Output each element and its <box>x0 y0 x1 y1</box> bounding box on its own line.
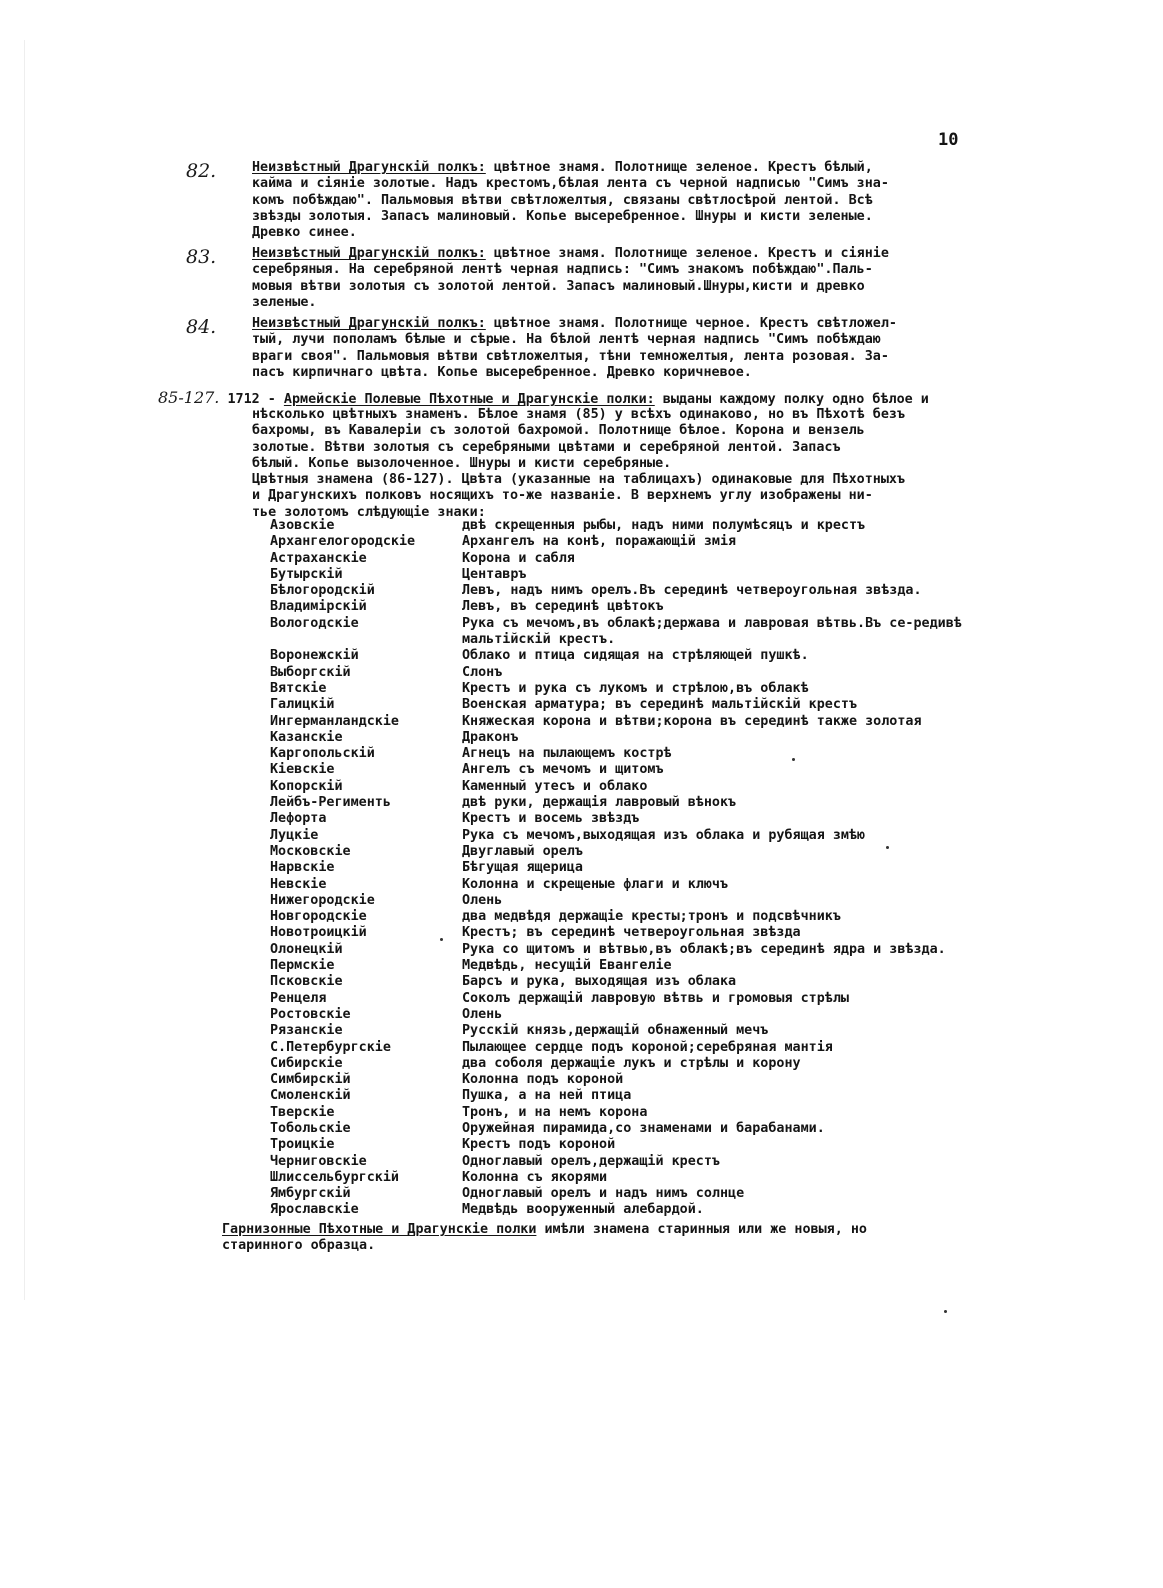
section-line: тье золотомъ слѣдующіе знаки: <box>252 504 486 520</box>
regiment-name: Лефорта <box>270 811 327 827</box>
regiment-row <box>270 762 1030 778</box>
regiment-name: Лейбъ-Регименть <box>270 795 391 811</box>
regiment-row <box>270 746 1030 762</box>
entry-line: цвѣтное знамя. Полотнище зеленое. Крестъ бѣлый, <box>485 160 873 175</box>
regiment-emblem: Левъ, надъ нимъ орелъ.Въ серединѣ четвероугольная звѣзда. <box>462 583 922 599</box>
regiment-emblem: Агнецъ на пылающемъ кострѣ <box>462 746 672 762</box>
regiment-row <box>270 860 1030 876</box>
regiment-emblem: Олень <box>462 1006 503 1022</box>
regiment-emblem: Русскій князь,держащій обнаженный мечъ <box>462 1023 769 1039</box>
regiment-name: Тверскіе <box>270 1104 335 1120</box>
regiment-row <box>270 1121 1030 1137</box>
regiment-name: Кіевскіе <box>270 762 335 778</box>
regiment-emblem: два соболя держащіе лукъ и стрѣлы и корону <box>462 1055 801 1071</box>
regiment-name: Черниговскіе <box>270 1153 367 1169</box>
entry-line: звѣзды золотыя. Запасъ малиновый. Копье высеребренное. Шнуры и кисти зеленые. <box>252 208 873 224</box>
regiment-emblem: Медвѣдь вооруженный алебардой. <box>462 1202 704 1218</box>
regiment-name: Троицкіе <box>270 1137 335 1153</box>
regiment-row <box>270 714 1030 730</box>
regiment-row <box>270 1040 1030 1056</box>
regiment-emblem: Колонна и скрещеные флаги и ключъ <box>462 876 729 892</box>
regiment-row <box>270 567 1030 583</box>
regiment-name: Каргопольскій <box>270 746 375 762</box>
regiment-row <box>270 599 1030 615</box>
regiment-emblem: Колонна съ якорями <box>462 1169 608 1185</box>
regiment-row <box>270 534 1030 550</box>
regiment-emblem: Драконъ <box>462 729 519 745</box>
regiment-row <box>270 1137 1030 1153</box>
regiment-row <box>270 1088 1030 1104</box>
regiment-emblem: Олень <box>462 892 503 908</box>
footer-paragraph <box>222 1222 1022 1255</box>
regiment-row <box>270 1186 1030 1202</box>
regiment-name: Вологодскіе <box>270 615 359 631</box>
regiment-emblem: Военская арматура; въ серединѣ мальтійскій крестъ <box>462 697 858 713</box>
regiment-name: Нарвскіе <box>270 860 335 876</box>
regiment-name: Бутырскій <box>270 566 343 582</box>
entry-line: кайма и сіяніе золотые. Надъ крестомъ,бѣлая лента съ черной надписью "Симъ зна- <box>252 176 889 192</box>
regiment-name: Ярославскіе <box>270 1202 359 1218</box>
section-line: нѣсколько цвѣтныхъ знаменъ. Бѣлое знамя (85) у всѣхъ одинаково, но въ Пѣхотѣ безъ <box>252 407 906 422</box>
regiment-row <box>270 1202 1030 1218</box>
section-head-rest: выданы каждому полку одно бѣлое и <box>654 392 929 407</box>
regiment-name: Ямбургскій <box>270 1186 351 1202</box>
regiment-name: Невскіе <box>270 876 327 892</box>
regiment-name: Тобольскіе <box>270 1120 351 1136</box>
regiment-name: Копорскій <box>270 778 343 794</box>
footer-line: старинного образца. <box>222 1238 376 1254</box>
regiment-emblem: Каменный утесъ и облако <box>462 778 648 794</box>
entry-84 <box>252 316 1032 381</box>
regiment-row <box>270 877 1030 893</box>
entry-line: цвѣтное знамя. Полотнище зеленое. Крестъ и сіяніе <box>485 246 889 261</box>
entry-82 <box>252 160 1032 241</box>
regiment-row <box>270 616 1030 649</box>
regiment-list <box>270 518 1030 1219</box>
entry-title: Неизвѣстный Драгунскій полкъ: <box>252 246 486 261</box>
regiment-name: Архангелогородскіе <box>270 534 416 550</box>
scan-edge-line <box>24 40 25 1300</box>
regiment-emblem: Ангелъ съ мечомъ и щитомъ <box>462 762 664 778</box>
regiment-emblem: Пушка, а на ней птица <box>462 1088 632 1104</box>
regiment-emblem: Барсъ и рука, выходящая изъ облака <box>462 974 737 990</box>
regiment-emblem: Крестъ; въ серединѣ четвероугольная звѣзда <box>462 925 801 941</box>
regiment-row <box>270 828 1030 844</box>
regiment-row <box>270 811 1030 827</box>
regiment-row <box>270 942 1030 958</box>
entry-number: 82. <box>186 160 217 182</box>
regiment-emblem: Корона и сабля <box>462 550 575 566</box>
entry-title: Неизвѣстный Драгунскій полкъ: <box>252 160 486 175</box>
scan-speck <box>886 846 889 849</box>
regiment-name: Азовскіе <box>270 518 335 533</box>
regiment-name: Луцкіе <box>270 827 319 843</box>
regiment-name: Выборгскій <box>270 664 351 680</box>
regiment-name: Вятскіе <box>270 680 327 696</box>
regiment-name: Казанскіе <box>270 729 343 745</box>
regiment-name: Московскіе <box>270 843 351 859</box>
regiment-emblem: двѣ скрещенныя рыбы, надъ ними полумѣсяцъ и крестъ <box>462 518 866 533</box>
regiment-emblem: Рука со щитомъ и вѣтвью,въ облакѣ;въ серединѣ ядра и звѣзда. <box>462 941 946 957</box>
regiment-name: Смоленскій <box>270 1088 351 1104</box>
regiment-row <box>270 648 1030 664</box>
entry-number: 83. <box>186 246 217 268</box>
regiment-name: Воронежскій <box>270 648 359 664</box>
entry-line: Древко синее. <box>252 225 357 241</box>
entry-line: цвѣтное знамя. Полотнище черное. Крестъ свѣтложел- <box>485 316 897 331</box>
regiment-name: Рязанскіе <box>270 1023 343 1039</box>
regiment-row <box>270 665 1030 681</box>
regiment-emblem: Рука съ мечомъ,выходящая изъ облака и рубящая змѣю <box>462 827 866 843</box>
regiment-name: Симбирскій <box>270 1072 351 1088</box>
section-line: бѣлый. Копье вызолоченное. Шнуры и кисти серебряные. <box>252 455 672 471</box>
scan-speck <box>944 1310 947 1313</box>
footer-rest: имѣли знамена старинныя или же новыя, но <box>536 1222 867 1237</box>
entry-line: серебряныя. На серебряной лентѣ черная надпись: "Симъ знакомъ побѣждаю".Паль- <box>252 262 873 278</box>
regiment-row <box>270 1154 1030 1170</box>
regiment-row <box>270 1105 1030 1121</box>
regiment-row <box>270 795 1030 811</box>
regiment-row <box>270 974 1030 990</box>
section-line: бахромы, въ Кавалеріи съ золотой бахромой. Полотнище бѣлое. Корона и вензель <box>252 423 865 439</box>
regiment-row <box>270 779 1030 795</box>
section-line: золотые. Вѣтви золотыя съ серебряными цвѣтами и серебряной лентой. Запасъ <box>252 439 841 455</box>
regiment-row <box>270 681 1030 697</box>
regiment-emblem: двѣ руки, держащія лавровый вѣнокъ <box>462 795 737 811</box>
entry-line: комъ побѣждаю". Пальмовыя вѣтви свѣтложелтыя, связаны свѣтлосѣрой лентой. Всѣ <box>252 192 873 208</box>
regiment-emblem: Медвѣдь, несущій Евангеліе <box>462 958 672 974</box>
regiment-emblem: Слонъ <box>462 664 503 680</box>
regiment-emblem: Рука съ мечомъ,въ облакѣ;держава и лавровая вѣтвь.Въ се-редивѣ мальтійскій крестъ. <box>462 615 962 648</box>
section-line: Цвѣтныя знамена (86-127). Цвѣта (указанные на таблицахъ) одинаковые для Пѣхотныхъ <box>252 472 906 488</box>
regiment-emblem: Двуглавый орелъ <box>462 843 583 859</box>
regiment-row <box>270 551 1030 567</box>
entry-line: тый, лучи пополамъ бѣлые и сѣрые. На бѣлой лентѣ черная надпись "Симъ побѣждаю <box>252 332 881 348</box>
regiment-row <box>270 730 1030 746</box>
regiment-emblem: Бѣгущая ящерица <box>462 860 583 876</box>
section-heading <box>158 390 1028 408</box>
entry-line: враги своя". Пальмовыя вѣтви свѣтложелтыя, тѣни темножелтыя, лента розовая. За- <box>252 348 889 364</box>
regiment-name: Бѣлогородскій <box>270 583 375 599</box>
regiment-row <box>270 583 1030 599</box>
regiment-name: Сибирскіе <box>270 1055 343 1071</box>
entry-title: Неизвѣстный Драгунскій полкъ: <box>252 316 486 331</box>
scan-speck <box>792 758 795 761</box>
regiment-row <box>270 893 1030 909</box>
regiment-emblem: Колонна подъ короной <box>462 1072 624 1088</box>
regiment-row <box>270 518 1030 534</box>
section-title: Армейскіе Полевые Пѣхотные и Драгунскіе полки: <box>283 392 655 407</box>
regiment-row <box>270 958 1030 974</box>
regiment-emblem: Центавръ <box>462 566 527 582</box>
regiment-emblem: Крестъ подъ короной <box>462 1137 616 1153</box>
regiment-emblem: Архангелъ на конѣ, поражающій змія <box>462 534 737 550</box>
entry-number: 84. <box>186 316 217 338</box>
regiment-name: С.Петербургскіе <box>270 1039 391 1055</box>
regiment-name: Псковскіе <box>270 974 343 990</box>
regiment-name: Ренцеля <box>270 990 327 1006</box>
regiment-row <box>270 697 1030 713</box>
regiment-emblem: Соколъ держащій лавровую вѣтвь и громовыя стрѣлы <box>462 990 849 1006</box>
regiment-emblem: Облако и птица сидящая на стрѣляющей пушкѣ. <box>462 648 809 664</box>
regiment-row <box>270 909 1030 925</box>
regiment-emblem: Крестъ и рука съ лукомъ и стрѣлою,въ облакѣ <box>462 680 809 696</box>
regiment-row <box>270 991 1030 1007</box>
entry-line: зеленые. <box>252 294 317 310</box>
regiment-name: Нижегородскіе <box>270 892 375 908</box>
section-body <box>252 407 1032 521</box>
regiment-emblem: два медвѣдя держащіе кресты;тронъ и подсвѣчникъ <box>462 909 841 925</box>
section-line: и Драгунскихъ полковъ носящихъ то-же названіе. В верхнемъ углу изображены ни- <box>252 488 873 504</box>
regiment-name: Астраханскіе <box>270 550 367 566</box>
section-year: 1712 - <box>227 392 276 407</box>
regiment-row <box>270 1072 1030 1088</box>
regiment-emblem: Одноглавый орелъ и надъ нимъ солнце <box>462 1186 745 1202</box>
regiment-name: Шлиссельбургскій <box>270 1169 399 1185</box>
regiment-emblem: Княжеская корона и вѣтви;корона въ серединѣ также золотая <box>462 713 922 729</box>
entry-line: мовыя вѣтви золотыя съ золотой лентой. Запасъ малиновый.Шнуры,кисти и древко <box>252 278 865 294</box>
regiment-name: Ингерманландскіе <box>270 713 399 729</box>
regiment-name: Ростовскіе <box>270 1006 351 1022</box>
regiment-emblem: Пылающее сердце подъ короной;серебряная мантія <box>462 1039 833 1055</box>
regiment-emblem: Крестъ и восемь звѣздъ <box>462 811 640 827</box>
regiment-emblem: Тронъ, и на немъ корона <box>462 1104 648 1120</box>
regiment-emblem: Оружейная пирамида,со знаменами и барабанами. <box>462 1120 825 1136</box>
regiment-name: Пермскіе <box>270 958 335 974</box>
section-number: 85-127. <box>158 388 220 407</box>
regiment-row <box>270 1007 1030 1023</box>
regiment-name: Новгородскіе <box>270 909 367 925</box>
page-number: 10 <box>938 130 959 150</box>
regiment-row <box>270 844 1030 860</box>
regiment-emblem: Левъ, въ серединѣ цвѣтокъ <box>462 599 664 615</box>
regiment-name: Олонецкій <box>270 941 343 957</box>
regiment-row <box>270 1023 1030 1039</box>
footer-title: Гарнизонные Пѣхотные и Драгунскіе полки <box>222 1222 537 1237</box>
regiment-row <box>270 1056 1030 1072</box>
regiment-name: Владимірскій <box>270 599 367 615</box>
regiment-name: Галицкій <box>270 697 335 713</box>
scan-speck <box>440 938 443 941</box>
entry-83 <box>252 246 1032 311</box>
regiment-row <box>270 925 1030 941</box>
regiment-name: Новотроицкій <box>270 925 367 941</box>
regiment-emblem: Одноглавый орелъ,держащій крестъ <box>462 1153 720 1169</box>
regiment-row <box>270 1170 1030 1186</box>
entry-line: пасъ кирпичнаго цвѣта. Копье высеребренное. Древко коричневое. <box>252 364 752 380</box>
